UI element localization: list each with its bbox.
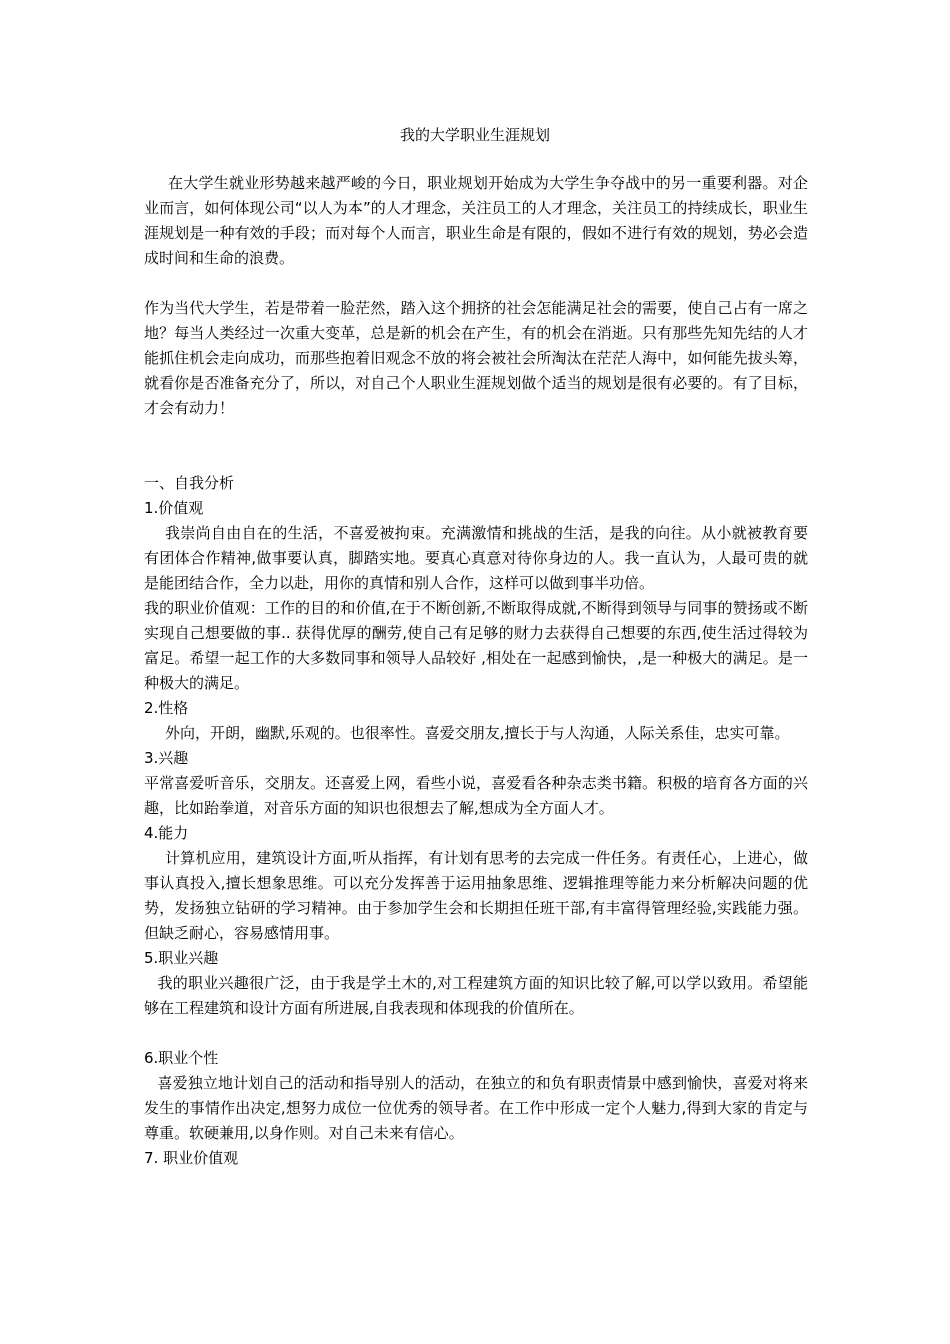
career-interest-paragraph: 我的职业兴趣很广泛，由于我是学土木的,对工程建筑方面的知识比较了解,可以学以致用。希望能够在工程建筑和设计方面有所进展,自我表现和体现我的价值所在。: [144, 974, 808, 1017]
personality-paragraph: 外向，开朗，幽默,乐观的。也很率性。喜爱交朋友,擅长于与人沟通，人际关系佳，忠实可靠。: [165, 724, 790, 742]
section-spacer: [144, 421, 808, 471]
career-personality-paragraph: 喜爱独立地计划自己的活动和指导别人的活动，在独立的和负有职责情景中感到愉快，喜爱对将来发生的事情作出决定,想努力成位一位优秀的领导者。在工作中形成一定个人魅力,得到大家的肯定与尊重。软硬兼用,以身作则。对自己未来有信心。: [144, 1074, 808, 1142]
values-paragraph: 我崇尚自由自在的生活，不喜爱被拘束。充满激情和挑战的生活，是我的向往。从小就被教育要有团体合作精神,做事要认真，脚踏实地。要真心真意对待你身边的人。我一直认为，人最可贵的就是能团结合作，全力以赴，用你的真情和别人合作，这样可以做到事半功倍。: [144, 524, 808, 592]
heading-career-values: 7. 职业价值观: [144, 1149, 239, 1167]
document-title: 我的大学职业生涯规划: [399, 126, 550, 144]
interest-paragraph: 平常喜爱听音乐，交朋友。还喜爱上网，看些小说，喜爱看各种杂志类书籍。积极的培育各方面的兴趣，比如跆拳道，对音乐方面的知识也很想去了解,想成为全方面人才。: [144, 774, 808, 817]
heading-interest: 3.兴趣: [144, 749, 189, 767]
paragraph-spacer: [144, 1021, 808, 1046]
intro-paragraph-1: 在大学生就业形势越来越严峻的今日，职业规划开始成为大学生争夺战中的另一重要利器。对企业而言，如何体现公司“以人为本”的人才理念，关注员工的人才理念，关注员工的持续成长，职业生涯规划是一种有效的手段；而对每个人而言，职业生命是有限的，假如不进行有效的规划，势必会造成时间和生命的浪费。: [144, 174, 808, 267]
heading-personality: 2.性格: [144, 699, 189, 717]
career-values-statement: 我的职业价值观：工作的目的和价值,在于不断创新,不断取得成就,不断得到领导与同事的赞扬或不断实现自己想要做的事.. 获得优厚的酬劳,使自己有足够的财力去获得自己想要的东西,使生活过得较为富足。希望一起工作的大多数同事和领导人品较好 ,相处在一起感到愉快，,是一种极大的满足。是一种极大的满足。: [144, 599, 808, 692]
heading-career-personality: 6.职业个性: [144, 1049, 219, 1067]
heading-career-interest: 5.职业兴趣: [144, 949, 219, 967]
heading-ability: 4.能力: [144, 824, 189, 842]
paragraph-spacer: [144, 271, 808, 296]
heading-values: 1.价值观: [144, 499, 204, 517]
ability-paragraph: 计算机应用，建筑设计方面,听从指挥，有计划有思考的去完成一件任务。有责任心，上进心，做事认真投入,擅长想象思维。可以充分发挥善于运用抽象思维、逻辑推理等能力来分析解决问题的优势，发扬独立钻研的学习精神。由于参加学生会和长期担任班干部,有丰富得管理经验,实践能力强。但缺乏耐心，容易感情用事。: [144, 849, 808, 942]
document-body: [144, 171, 808, 1171]
intro-paragraph-2: 作为当代大学生，若是带着一脸茫然，踏入这个拥挤的社会怎能满足社会的需要，使自己占有一席之地？每当人类经过一次重大变革，总是新的机会在产生，有的机会在消逝。只有那些先知先结的人才能抓住机会走向成功，而那些抱着旧观念不放的将会被社会所淘汰在茫茫人海中，如何能先拔头筹，就看你是否准备充分了，所以，对自己个人职业生涯规划做个适当的规划是很有必要的。有了目标，才会有动力！: [144, 299, 808, 417]
section-heading-self-analysis: 一、自我分析: [144, 474, 235, 492]
